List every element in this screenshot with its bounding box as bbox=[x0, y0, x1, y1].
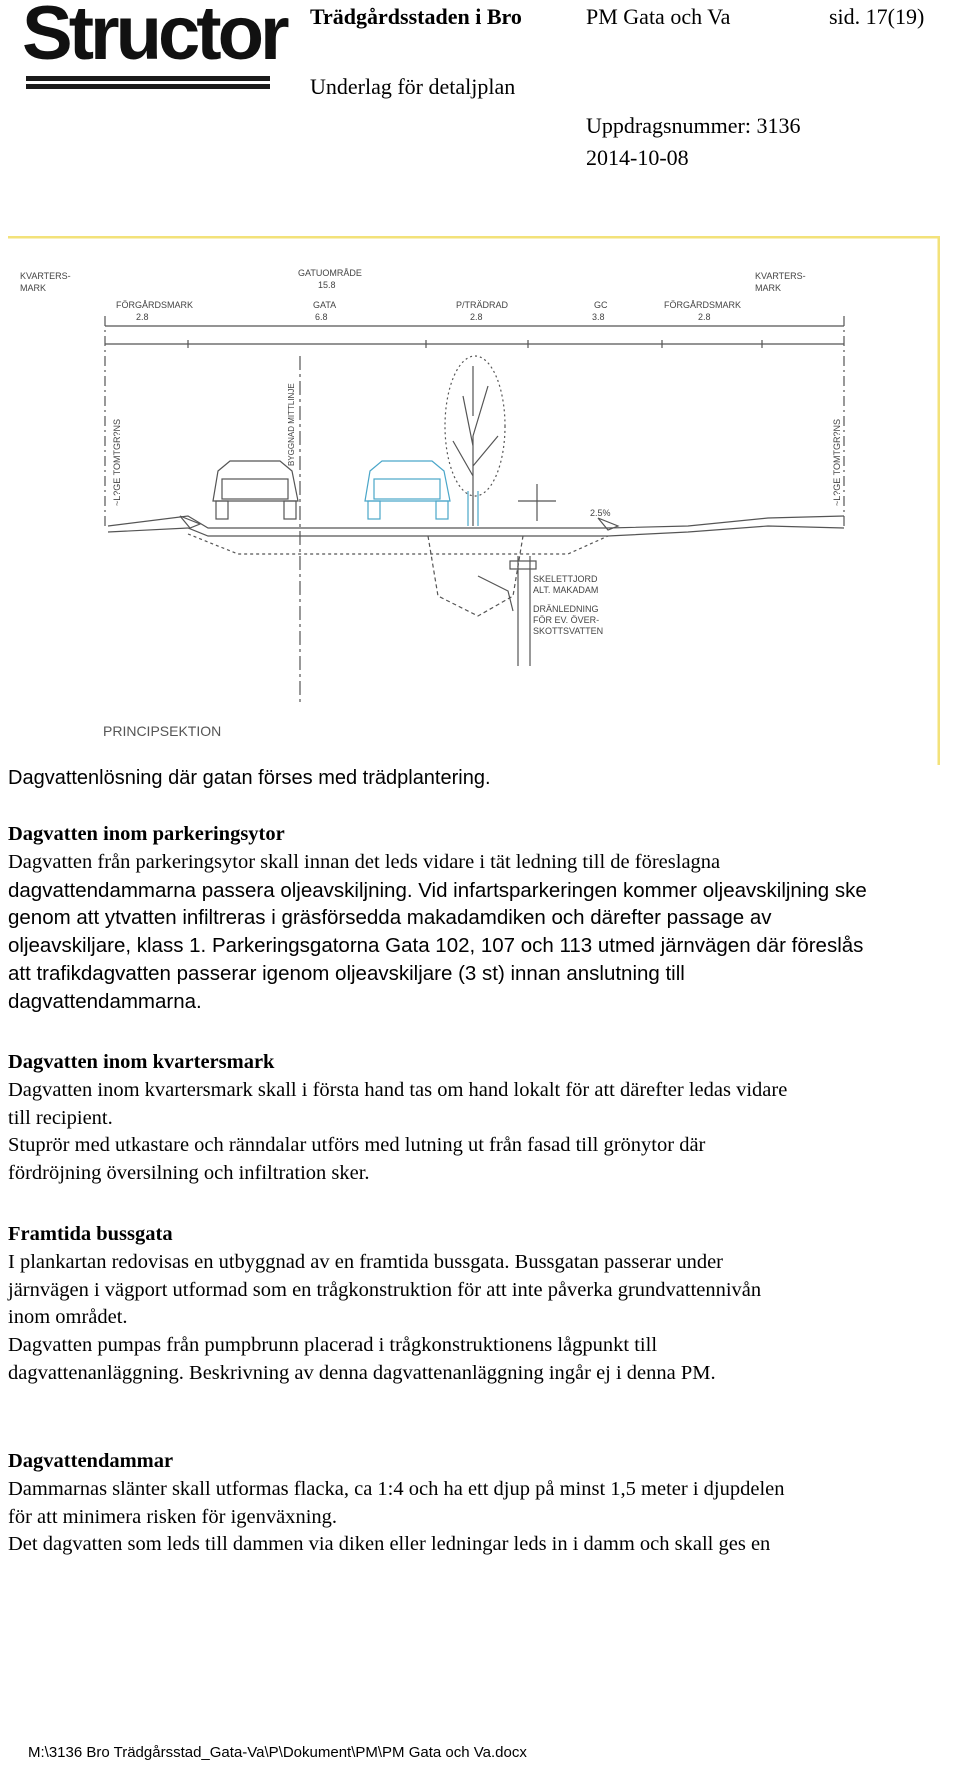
label-gatuomrade: GATUOMRÅDE bbox=[298, 268, 362, 278]
label-forgardsmark-right: FÖRGÅRDSMARK bbox=[664, 300, 742, 310]
paragraph-line: I plankartan redovisas en utbyggnad av en framtida bussgata. Bussgatan passerar under bbox=[8, 1250, 723, 1273]
section-kvartersmark bbox=[8, 1049, 953, 1188]
label-forgardsmark-right-width: 2.8 bbox=[698, 312, 711, 322]
paragraph-line: Det dagvatten som leds till dammen via diken eller ledningar leds in i damm och skall ges en bbox=[8, 1533, 771, 1556]
figure-caption: Dagvattenlösning där gatan förses med trädplantering. bbox=[8, 767, 491, 789]
label-gc-width: 3.8 bbox=[592, 312, 605, 322]
project-name: Trädgårdsstaden i Bro bbox=[310, 4, 522, 29]
paragraph-line: att trafikdagvatten passerar igenom oljeavskiljare (3 st) innan anslutning till bbox=[8, 961, 685, 985]
document-title: PM Gata och Va bbox=[586, 4, 731, 29]
label-principsektion: PRINCIPSEKTION bbox=[103, 723, 222, 739]
label-skelettjord: SKELETTJORD bbox=[533, 574, 598, 584]
page-number: sid. 17(19) bbox=[829, 4, 925, 29]
label-gc: GC bbox=[594, 300, 608, 310]
street-cross-section-drawing bbox=[8, 236, 940, 766]
label-kvartersmark-right: MARK bbox=[755, 283, 782, 293]
label-dranledning: DRÄNLEDNING bbox=[533, 604, 599, 614]
section-bussgata bbox=[8, 1221, 953, 1388]
label-gata-width: 6.8 bbox=[315, 312, 328, 322]
footer-file-path: M:\3136 Bro Trädgårsstad_Gata-Va\P\Dokument\PM\PM Gata och Va.docx bbox=[28, 1744, 527, 1761]
paragraph-line: dagvattendammarna. bbox=[8, 989, 202, 1013]
section-heading: Framtida bussgata bbox=[8, 1223, 173, 1245]
label-forgardsmark-left: FÖRGÅRDSMARK bbox=[116, 300, 194, 310]
document-subtitle: Underlag för detaljplan bbox=[310, 74, 516, 99]
label-gata: GATA bbox=[313, 300, 337, 310]
label-tomtgrans-right: ~L?GE TOMTGR?NS bbox=[832, 419, 842, 506]
label-tomtgrans-left: ~L?GE TOMTGR?NS bbox=[112, 419, 122, 506]
paragraph-line: inom området. bbox=[8, 1306, 128, 1329]
section-heading: Dagvattendammar bbox=[8, 1450, 174, 1472]
label-forgardsmark-left-width: 2.8 bbox=[136, 312, 149, 322]
label-dranledning: SKOTTSVATTEN bbox=[533, 626, 604, 636]
paragraph-line: dagvattenanläggning. Beskrivning av denna dagvattenanläggning ingår ej i denna PM. bbox=[8, 1361, 716, 1384]
paragraph-line: Dagvatten pumpas från pumpbrunn placerad i trågkonstruktionens lågpunkt till bbox=[8, 1334, 658, 1357]
label-dranledning: FÖR EV. ÖVER- bbox=[533, 615, 600, 625]
section-heading: Dagvatten inom kvartersmark bbox=[8, 1051, 275, 1073]
section-dagvattendammar bbox=[8, 1448, 953, 1559]
logo-wordmark: Structor bbox=[22, 0, 286, 76]
paragraph-line: Stuprör med utkastare och ränndalar utförs med lutning ut från fasad till grönytor där bbox=[8, 1134, 706, 1157]
paragraph-line: för att minimera risken för igenväxning. bbox=[8, 1505, 338, 1528]
paragraph-line: genom att ytvatten infiltreras i gräsförsedda makadamdiken och därefter passage av bbox=[8, 906, 772, 930]
section-heading: Dagvatten inom parkeringsytor bbox=[8, 823, 285, 845]
label-p-tradrad-width: 2.8 bbox=[470, 312, 483, 322]
paragraph-line: Dammarnas slänter skall utformas flacka, ca 1:4 och ha ett djup på minst 1,5 meter i djupdelen bbox=[8, 1477, 785, 1500]
label-mittlinje: BYGGNAD MITTLINJE bbox=[287, 383, 296, 466]
paragraph-line: oljeavskiljare, klass 1. Parkeringsgatorna Gata 102, 107 och 113 utmed järnvägen där föreslås bbox=[8, 934, 864, 958]
label-gatuomrade-width: 15.8 bbox=[318, 280, 336, 290]
label-p-tradrad: P/TRÄDRAD bbox=[456, 300, 509, 310]
paragraph-line: dagvattendammarna passera oljeavskiljning. Vid infartsparkeringen kommer oljeavskiljning ske bbox=[8, 878, 867, 902]
label-kvartersmark-left: KVARTERS- bbox=[20, 271, 71, 281]
label-kvartersmark-right: KVARTERS- bbox=[755, 271, 806, 281]
label-kvartersmark-left: MARK bbox=[20, 283, 47, 293]
section-parkeringsytor bbox=[8, 821, 953, 1016]
paragraph-line: järnvägen i vägport utformad som en trågkonstruktion för att inte påverka grundvattennivån bbox=[8, 1278, 762, 1301]
paragraph-line: Dagvatten från parkeringsytor skall innan det leds vidare i tät ledning till de föreslagna bbox=[8, 850, 721, 873]
paragraph-line: Dagvatten inom kvartersmark skall i första hand tas om hand lokalt för att därefter ledas vidare bbox=[8, 1078, 788, 1101]
logo-underline bbox=[26, 76, 270, 81]
assignment-number: Uppdragsnummer: 3136 bbox=[586, 113, 801, 138]
document-date: 2014-10-08 bbox=[586, 145, 689, 170]
structor-logo bbox=[22, 0, 286, 92]
paragraph-line: till recipient. bbox=[8, 1106, 113, 1129]
label-skelettjord: ALT. MAKADAM bbox=[533, 585, 599, 595]
paragraph-line: fördröjning översilning och infiltration sker. bbox=[8, 1162, 370, 1185]
label-slope: 2.5% bbox=[590, 508, 611, 518]
logo-underline bbox=[26, 84, 270, 89]
